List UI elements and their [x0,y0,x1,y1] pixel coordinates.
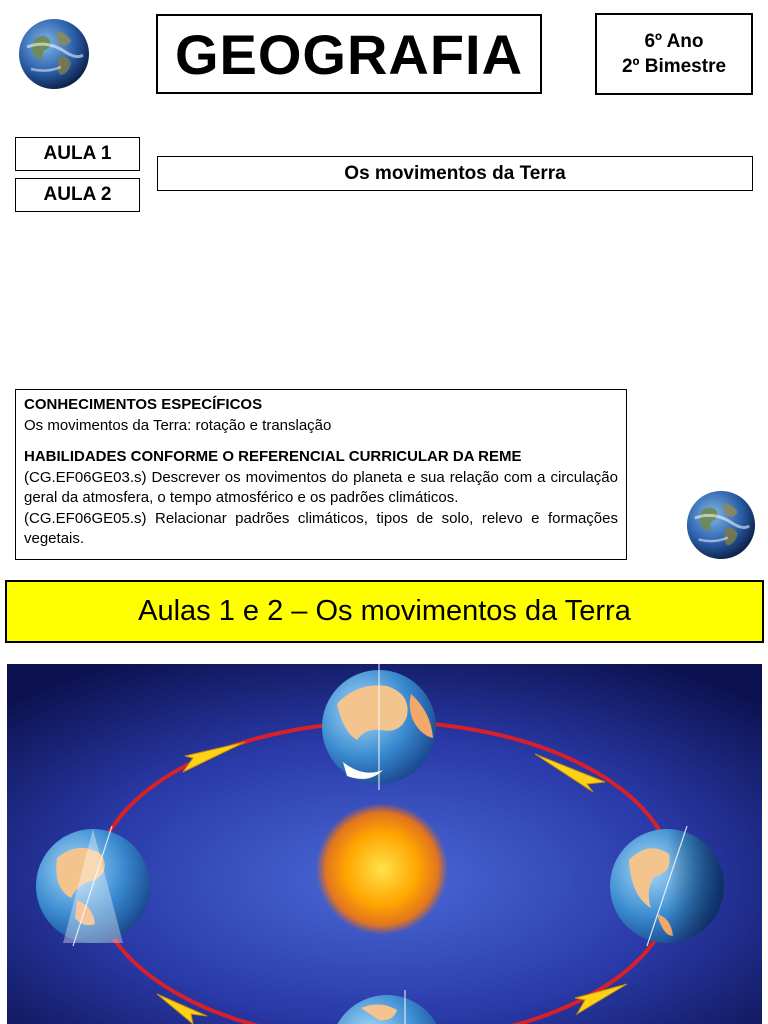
skill-1-text: (CG.EF06GE03.s) Descrever os movimentos do planeta e sua relação com a circulação geral da atmosfera, o tempo atmosférico e os padrões climáticos. [24,468,618,506]
globe-icon [17,17,91,91]
section-banner-title: Aulas 1 e 2 – Os movimentos da Terra [138,595,631,627]
grade-label: 6º Ano [644,31,704,52]
subject-title: GEOGRAFIA [174,22,524,86]
knowledge-text: Os movimentos da Terra: rotação e translação [24,416,332,434]
term-label: 2º Bimestre [621,56,727,77]
knowledge-heading: CONHECIMENTOS ESPECÍFICOS [24,396,263,413]
grade-box [595,13,753,95]
subject-title-box [156,14,542,94]
earth-orbit-illustration [7,664,762,1024]
skill-2-text: (CG.EF06GE05.s) Relacionar padrões climáticos, tipos de solo, relevo e formações vegetais. [24,509,618,547]
curriculum-info-box [15,389,627,560]
lesson-2-label: AULA 2 [15,178,140,212]
orbit-diagram [7,664,762,1024]
sun [316,803,448,935]
topic-title: Os movimentos da Terra [344,162,566,184]
section-banner [5,580,764,643]
skills-heading: HABILIDADES CONFORME O REFERENCIAL CURRICULAR DA REME [24,448,522,465]
lesson-1-label: AULA 1 [15,137,140,171]
topic-box [157,156,753,191]
globe-icon [684,489,758,561]
